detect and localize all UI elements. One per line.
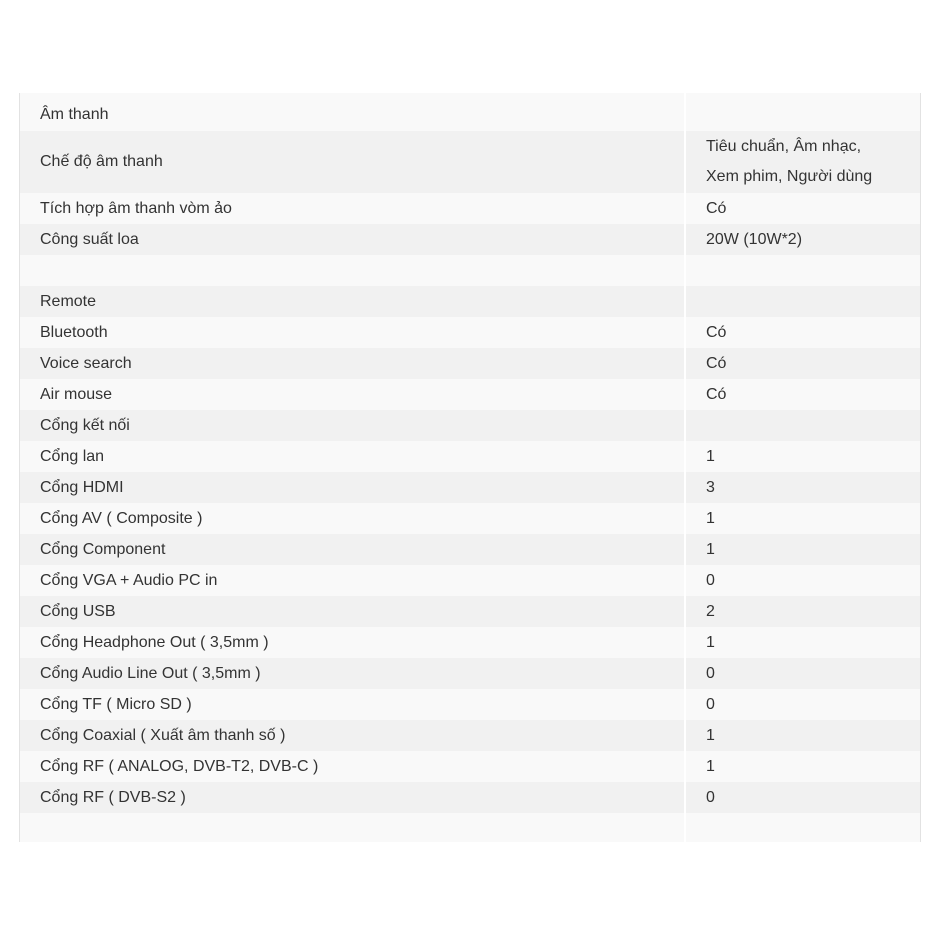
row-label: Cổng RF ( DVB-S2 ): [20, 782, 685, 813]
table-row: [20, 596, 920, 627]
row-value: 0: [685, 658, 920, 689]
row-label: Cổng Component: [20, 534, 685, 565]
table-row-section-remote: [20, 286, 920, 317]
table-row: [20, 751, 920, 782]
table-row-blank: [20, 813, 920, 842]
table-row-section-audio: [20, 93, 920, 131]
table-row-section-ports: [20, 410, 920, 441]
row-label: [20, 255, 685, 286]
row-value: 1: [685, 751, 920, 782]
row-value: 1: [685, 441, 920, 472]
row-label: Voice search: [20, 348, 685, 379]
table-row: [20, 379, 920, 410]
spec-table: [20, 93, 920, 842]
row-value: 20W (10W*2): [685, 224, 920, 255]
row-value: 0: [685, 782, 920, 813]
row-value: [685, 131, 920, 193]
row-label: Air mouse: [20, 379, 685, 410]
table-row: [20, 720, 920, 751]
row-label: Cổng AV ( Composite ): [20, 503, 685, 534]
table-row: [20, 503, 920, 534]
row-value: 2: [685, 596, 920, 627]
row-value: Có: [685, 193, 920, 224]
row-label: Cổng Audio Line Out ( 3,5mm ): [20, 658, 685, 689]
row-value: 1: [685, 627, 920, 658]
row-value: 1: [685, 534, 920, 565]
row-label: Cổng HDMI: [20, 472, 685, 503]
table-row: [20, 348, 920, 379]
spec-table-container: [19, 93, 921, 842]
row-value-line: Xem phim, Người dùng: [706, 168, 873, 185]
row-value: Có: [685, 317, 920, 348]
row-label: Cổng Coaxial ( Xuất âm thanh số ): [20, 720, 685, 751]
table-row: [20, 193, 920, 224]
table-row: [20, 782, 920, 813]
table-row: [20, 565, 920, 596]
row-value: Có: [685, 379, 920, 410]
row-label: Cổng USB: [20, 596, 685, 627]
table-row: [20, 224, 920, 255]
section-heading-remote: Remote: [20, 286, 685, 317]
row-value: [685, 813, 920, 842]
row-label: Công suất loa: [20, 224, 685, 255]
row-value: 1: [685, 720, 920, 751]
section-heading-audio: Âm thanh: [20, 93, 685, 131]
row-value: 0: [685, 565, 920, 596]
table-row-blank: [20, 255, 920, 286]
row-label: Tích hợp âm thanh vòm ảo: [20, 193, 685, 224]
row-value: 1: [685, 503, 920, 534]
row-label: Cổng RF ( ANALOG, DVB-T2, DVB-C ): [20, 751, 685, 782]
row-label: Cổng Headphone Out ( 3,5mm ): [20, 627, 685, 658]
row-value: [685, 410, 920, 441]
section-heading-ports: Cổng kết nối: [20, 410, 685, 441]
table-row: [20, 627, 920, 658]
row-value: [685, 255, 920, 286]
row-value: 3: [685, 472, 920, 503]
row-value: Có: [685, 348, 920, 379]
row-label: Cổng VGA + Audio PC in: [20, 565, 685, 596]
row-label: [20, 813, 685, 842]
row-value: [685, 286, 920, 317]
table-row: [20, 658, 920, 689]
row-value: [685, 93, 920, 131]
row-value: 0: [685, 689, 920, 720]
table-row: [20, 317, 920, 348]
row-label: Chế độ âm thanh: [20, 131, 685, 193]
row-label: Cổng lan: [20, 441, 685, 472]
row-label: Cổng TF ( Micro SD ): [20, 689, 685, 720]
row-value-line: Tiêu chuẩn, Âm nhạc,: [706, 138, 862, 155]
row-label: Bluetooth: [20, 317, 685, 348]
table-row: [20, 534, 920, 565]
table-row: [20, 131, 920, 193]
table-row: [20, 441, 920, 472]
table-row: [20, 689, 920, 720]
table-row: [20, 472, 920, 503]
